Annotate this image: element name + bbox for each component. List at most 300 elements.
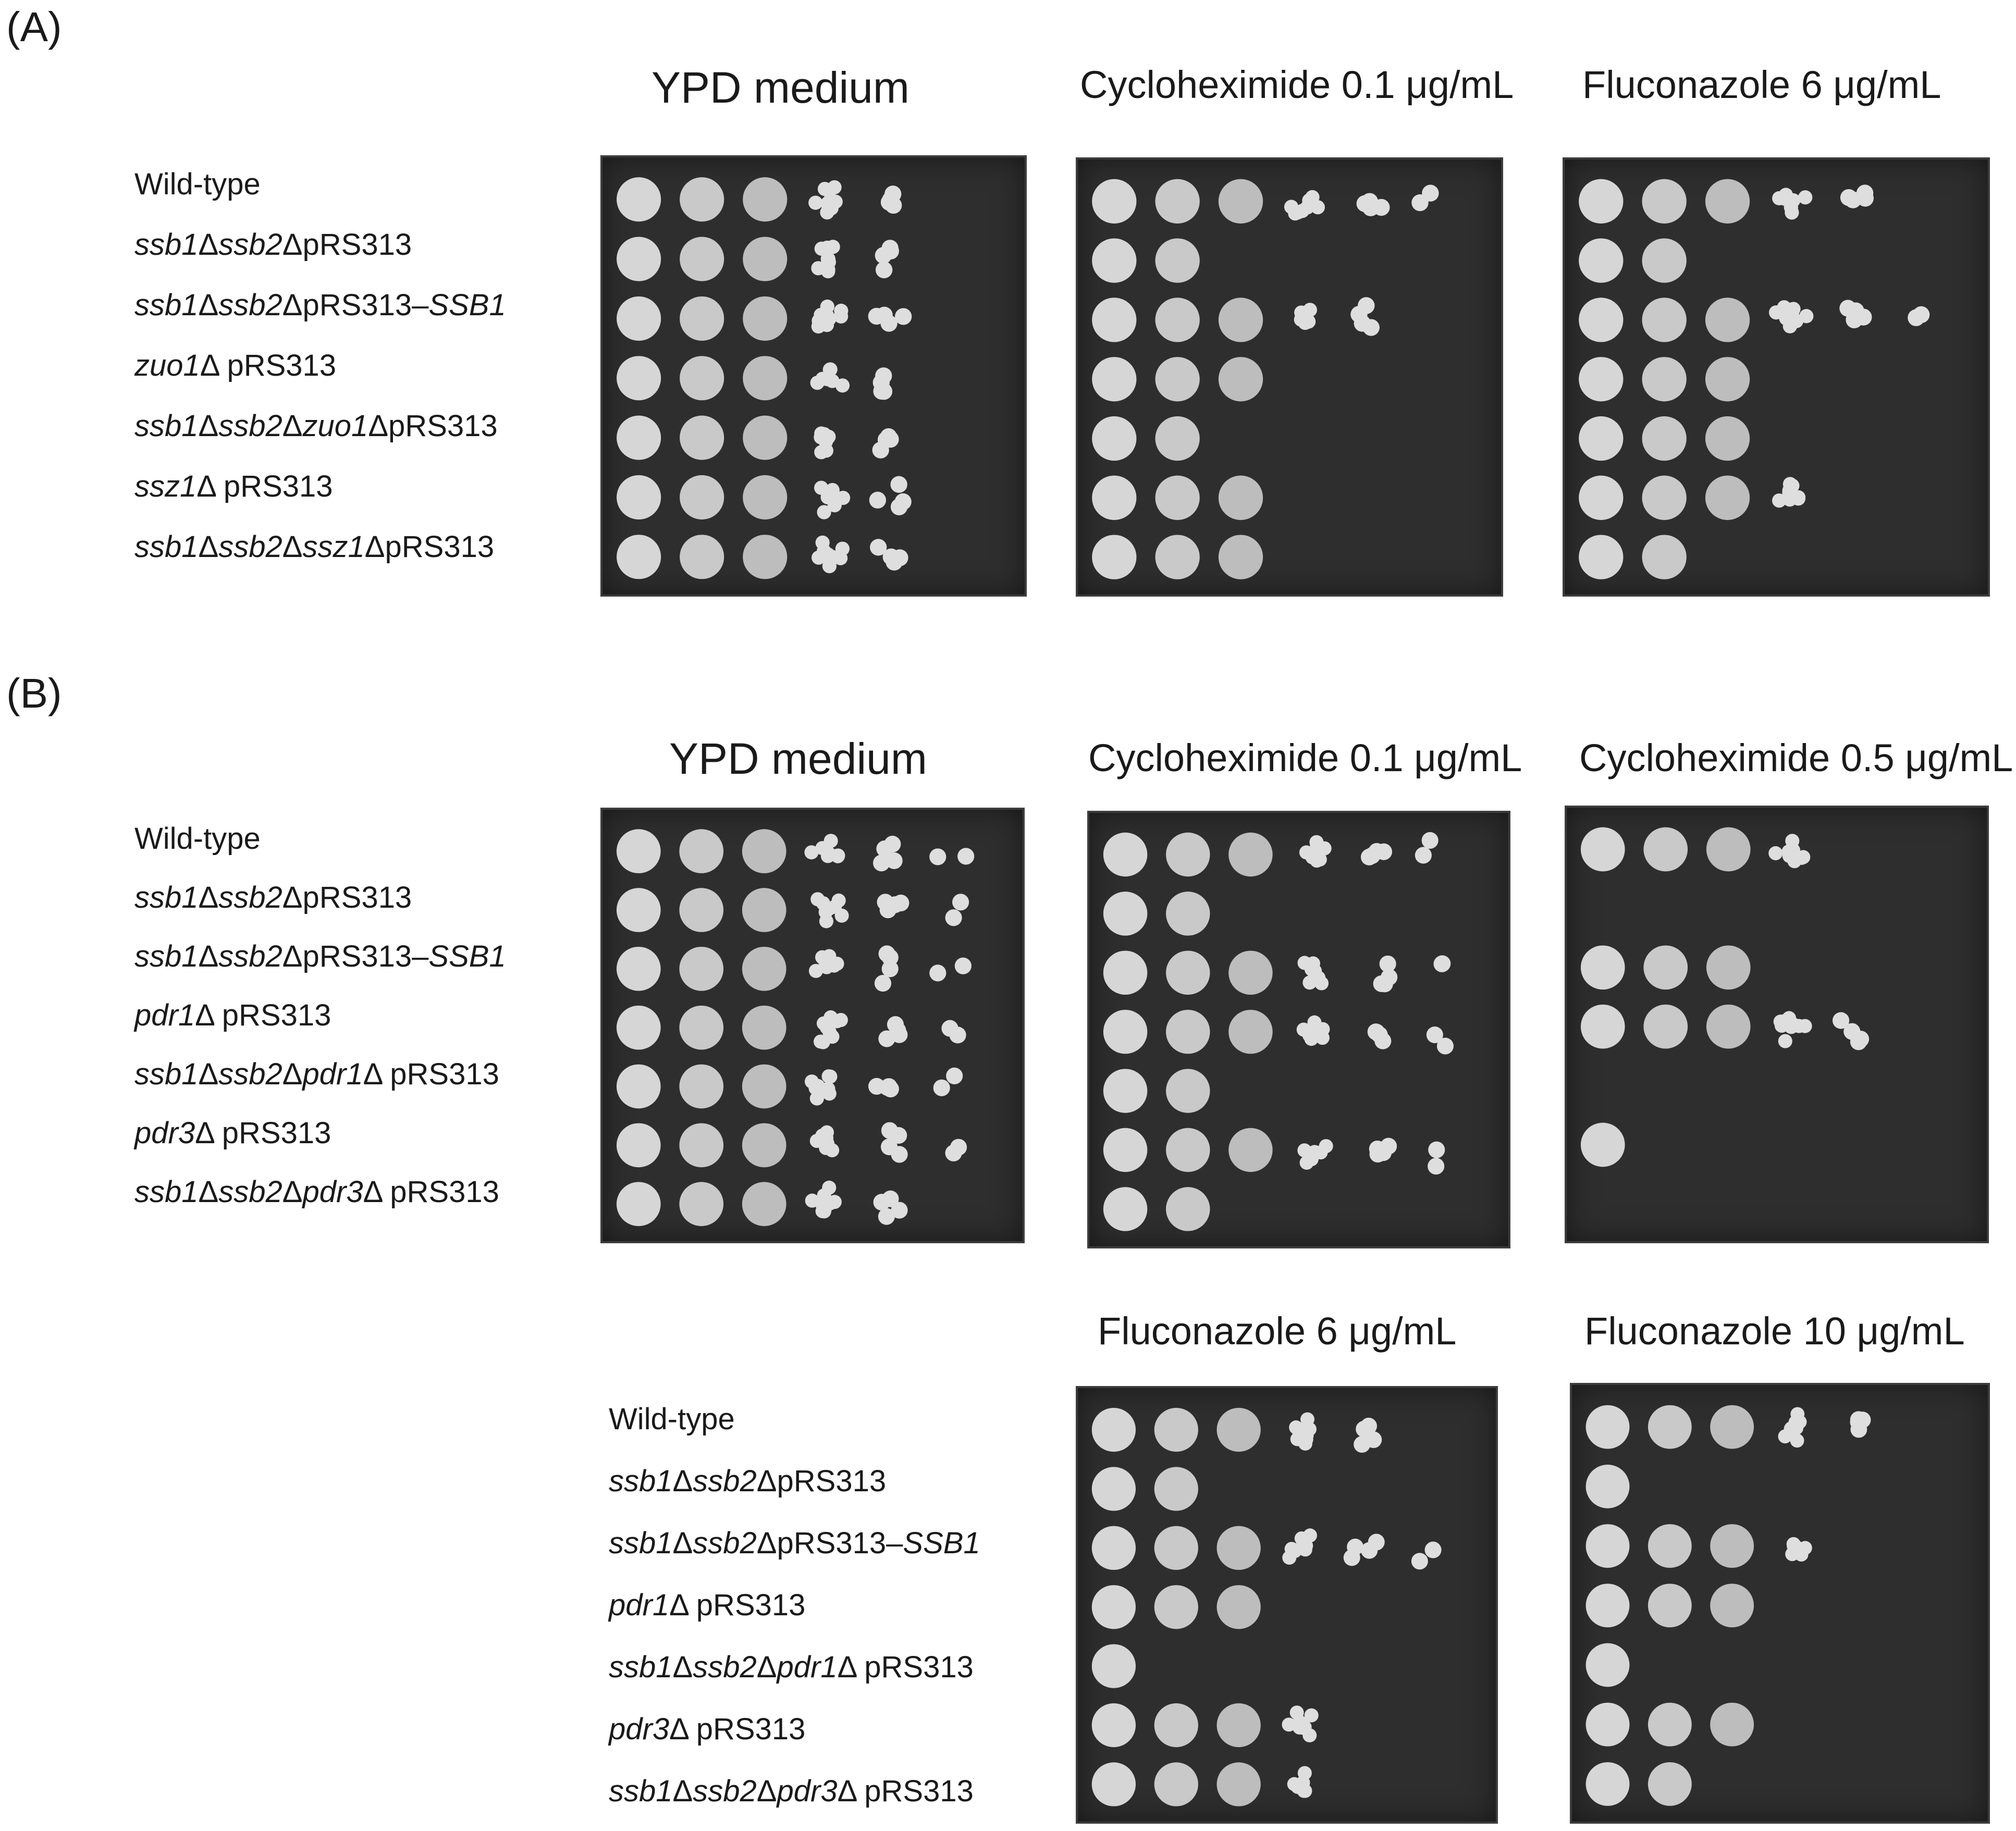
strain-label-part: Δ pRS313 — [196, 469, 333, 503]
yeast-colony — [1428, 1158, 1444, 1174]
strain-label-part: ssb1 — [134, 1057, 199, 1091]
yeast-colony — [1790, 1433, 1804, 1448]
strain-label-part: ssb1 — [609, 1650, 673, 1684]
yeast-colony — [820, 372, 834, 386]
yeast-colony — [1364, 847, 1381, 864]
yeast-colony — [1299, 1539, 1313, 1553]
yeast-spot — [680, 416, 724, 460]
yeast-spot — [1705, 357, 1750, 401]
strain-label-part: ΔpRS313– — [282, 288, 429, 322]
yeast-colony — [1415, 847, 1432, 863]
yeast-colony — [929, 964, 946, 981]
strain-label-part: Δ pRS313 — [195, 1116, 331, 1150]
yeast-colony — [835, 909, 849, 923]
yeast-spot — [1642, 535, 1687, 579]
strain-label-part: zuo1 — [302, 409, 368, 443]
yeast-spot — [679, 829, 723, 873]
panel-b-flu10-title: Fluconazole 10 μg/mL — [1584, 1309, 1965, 1353]
strain-label — [134, 1116, 331, 1150]
yeast-colony — [1783, 477, 1797, 491]
yeast-spot — [1579, 298, 1623, 342]
yeast-spot — [1092, 535, 1136, 579]
strain-label-part: pdr1 — [609, 1588, 670, 1622]
yeast-colony — [1369, 1141, 1386, 1157]
panel-a-cyclo-title: Cycloheximide 0.1 μg/mL — [1080, 63, 1514, 106]
strain-label-part: Δ — [672, 1526, 693, 1560]
yeast-colony — [1785, 1547, 1799, 1561]
strain-label-part: ssz1 — [302, 530, 365, 564]
yeast-colony — [1300, 1428, 1314, 1442]
yeast-colony — [873, 855, 890, 871]
strain-label-part: Δ — [672, 1464, 693, 1498]
strain-label-part: ssb1 — [134, 881, 199, 914]
yeast-colony — [1778, 1034, 1792, 1048]
yeast-spot — [1166, 833, 1210, 876]
yeast-spot — [1092, 1585, 1136, 1629]
yeast-spot — [1155, 535, 1200, 579]
strain-label-part: ssb1 — [609, 1774, 673, 1808]
yeast-spot — [1579, 357, 1623, 401]
panel-b-cyclo01-plate — [1087, 811, 1510, 1248]
yeast-colony — [1768, 846, 1783, 860]
yeast-colony — [808, 1081, 822, 1095]
yeast-spot — [617, 356, 661, 400]
strain-label-part: Δ pRS313 — [837, 1774, 974, 1808]
yeast-spot — [1166, 1128, 1210, 1172]
yeast-colony — [1850, 1421, 1867, 1438]
strain-label-part: Δ — [282, 1175, 303, 1209]
yeast-spot — [1092, 357, 1136, 401]
strain-label-part: ssb1 — [134, 228, 199, 262]
yeast-colony — [1422, 185, 1439, 202]
yeast-colony — [816, 896, 830, 910]
yeast-colony — [826, 483, 840, 497]
strain-label — [134, 167, 261, 202]
yeast-spot — [1581, 1005, 1625, 1049]
yeast-spot — [743, 237, 787, 281]
yeast-spot — [1648, 1583, 1692, 1627]
yeast-colony — [869, 492, 886, 509]
yeast-colony — [1783, 319, 1797, 333]
yeast-spot — [1092, 1408, 1136, 1452]
yeast-spot — [742, 829, 786, 873]
strain-label-part: pdr1 — [777, 1650, 838, 1684]
yeast-colony — [1857, 184, 1873, 201]
strain-label-part: Δ pRS313 — [200, 349, 337, 382]
strain-label-part: ΔpRS313 — [756, 1464, 887, 1498]
strain-label-part: ssb1 — [609, 1526, 673, 1560]
yeast-spot — [679, 947, 723, 991]
strain-label-part: ssb2 — [218, 939, 282, 973]
yeast-spot — [617, 888, 661, 932]
yeast-spot — [679, 1123, 723, 1168]
panel-a-flu-title: Fluconazole 6 μg/mL — [1582, 63, 1941, 106]
yeast-spot — [1219, 179, 1263, 224]
yeast-colony — [1361, 1542, 1378, 1559]
strain-label-part: Δ — [672, 1774, 693, 1808]
yeast-colony — [1855, 308, 1872, 325]
yeast-spot — [1648, 1524, 1692, 1568]
yeast-spot — [1586, 1465, 1630, 1508]
yeast-spot — [617, 1182, 661, 1226]
yeast-spot — [617, 237, 661, 281]
yeast-colony — [1792, 1019, 1806, 1033]
yeast-colony — [1354, 315, 1371, 331]
yeast-spot — [1092, 1762, 1136, 1806]
yeast-spot — [617, 177, 661, 221]
strain-label-part: pdr3 — [302, 1175, 363, 1209]
panel-b-ypd-plate — [600, 808, 1025, 1243]
strain-label-part: ssb2 — [693, 1464, 757, 1498]
yeast-spot — [679, 1065, 723, 1109]
strain-label-part: ssb2 — [218, 1175, 282, 1209]
strain-label-part: Δ pRS313 — [363, 1175, 499, 1209]
yeast-colony — [808, 195, 822, 209]
strain-label-part: ssb2 — [218, 288, 282, 322]
yeast-spot — [1103, 892, 1147, 935]
strain-label-part: ssb1 — [134, 1175, 199, 1209]
strain-label — [609, 1402, 735, 1437]
yeast-colony — [1434, 956, 1450, 972]
yeast-spot — [617, 829, 661, 873]
yeast-spot — [1092, 298, 1136, 342]
strain-label-part: Δ — [672, 1650, 693, 1684]
yeast-colony — [805, 1194, 819, 1208]
yeast-spot — [680, 296, 724, 341]
strain-label-part: pdr1 — [302, 1057, 363, 1091]
yeast-colony — [804, 845, 818, 859]
strain-label-part: Δ — [198, 881, 219, 914]
yeast-spot — [617, 416, 661, 460]
strain-label-part: pdr3 — [777, 1774, 838, 1808]
yeast-colony — [1357, 195, 1373, 212]
plate-spots — [600, 155, 1027, 597]
yeast-spot — [1648, 1405, 1692, 1449]
yeast-spot — [1154, 1762, 1198, 1806]
yeast-spot — [1579, 416, 1623, 461]
strain-label-part: Δ — [198, 288, 219, 322]
strain-label-part: Δ — [198, 939, 219, 973]
strain-label-part: Δ pRS313 — [837, 1650, 974, 1684]
yeast-spot — [1642, 238, 1687, 282]
yeast-colony — [828, 1195, 842, 1209]
yeast-colony — [879, 1079, 896, 1096]
strain-label-part: ssb2 — [693, 1650, 757, 1684]
yeast-colony — [1798, 190, 1812, 204]
strain-label-part: SSB1 — [428, 288, 506, 322]
yeast-colony — [822, 1181, 836, 1195]
yeast-spot — [742, 1065, 786, 1109]
strain-label — [134, 227, 412, 262]
yeast-spot — [1103, 833, 1147, 876]
yeast-spot — [1706, 1005, 1751, 1049]
yeast-spot — [742, 1006, 786, 1050]
yeast-colony — [821, 252, 835, 266]
yeast-colony — [1354, 1436, 1370, 1453]
yeast-colony — [820, 1125, 834, 1140]
strain-label-part: ssb1 — [609, 1464, 673, 1498]
yeast-spot — [1217, 1526, 1261, 1570]
yeast-colony — [1302, 1028, 1317, 1042]
strain-label-part: Wild-type — [134, 167, 261, 201]
strain-label-part: Δ pRS313 — [363, 1057, 499, 1091]
yeast-spot — [680, 237, 724, 281]
yeast-colony — [894, 493, 911, 510]
yeast-colony — [880, 428, 897, 445]
yeast-spot — [1648, 1762, 1692, 1806]
strain-label — [134, 409, 498, 443]
yeast-colony — [881, 240, 898, 256]
panel-b-ypd-title: YPD medium — [669, 734, 927, 783]
yeast-spot — [1586, 1703, 1630, 1747]
strain-label — [134, 1174, 499, 1209]
yeast-spot — [1643, 1005, 1688, 1049]
yeast-colony — [825, 201, 839, 215]
strain-label-part: ΔpRS313 — [282, 228, 412, 262]
panel-b-cyclo05-title: Cycloheximide 0.5 μg/mL — [1579, 736, 2013, 780]
yeast-spot — [1103, 1187, 1147, 1231]
yeast-spot — [1154, 1408, 1198, 1452]
yeast-spot — [617, 947, 661, 991]
yeast-spot — [1155, 476, 1200, 520]
strain-label-part: ssb1 — [134, 409, 199, 443]
yeast-colony — [822, 1086, 837, 1100]
strain-label-part: ssb1 — [134, 530, 199, 564]
yeast-spot — [1103, 1128, 1147, 1172]
yeast-colony — [828, 498, 842, 512]
yeast-colony — [1309, 835, 1323, 849]
strain-label-part: Wild-type — [609, 1402, 735, 1436]
yeast-spot — [1092, 179, 1136, 224]
plate-spots — [600, 808, 1025, 1243]
strain-label — [134, 821, 261, 856]
yeast-spot — [680, 535, 724, 579]
yeast-colony — [1428, 1142, 1445, 1158]
yeast-spot — [1217, 1703, 1261, 1747]
strain-label — [609, 1774, 974, 1809]
yeast-spot — [679, 1182, 723, 1226]
yeast-spot — [1228, 833, 1272, 876]
yeast-spot — [1092, 1526, 1136, 1570]
strain-label-part: pdr3 — [134, 1116, 195, 1150]
yeast-colony — [1311, 200, 1325, 214]
yeast-spot — [1228, 951, 1272, 995]
yeast-colony — [870, 539, 887, 555]
strain-label-part: ssb2 — [693, 1526, 757, 1560]
strain-label — [609, 1526, 980, 1561]
yeast-colony — [1290, 1705, 1304, 1719]
strain-label-part: Δ pRS313 — [669, 1588, 806, 1622]
yeast-spot — [1217, 1585, 1261, 1629]
yeast-colony — [1307, 1016, 1321, 1030]
strain-label-part: Δ — [198, 409, 219, 443]
yeast-spot — [617, 475, 661, 519]
yeast-colony — [868, 308, 885, 325]
yeast-colony — [1298, 1720, 1312, 1734]
yeast-spot — [1642, 179, 1687, 224]
yeast-spot — [1154, 1585, 1198, 1629]
plate-spots — [1076, 157, 1503, 597]
yeast-colony — [876, 262, 892, 278]
panel-b-flu6-title: Fluconazole 6 μg/mL — [1098, 1309, 1457, 1353]
yeast-spot — [1581, 827, 1625, 872]
yeast-colony — [834, 1013, 848, 1027]
yeast-spot — [1579, 238, 1623, 282]
yeast-spot — [1706, 827, 1751, 872]
yeast-spot — [1092, 476, 1136, 520]
strain-label-part: SSB1 — [903, 1526, 980, 1560]
strain-label — [609, 1712, 805, 1747]
strain-label-part: Δ — [282, 1057, 303, 1091]
panel-a-flu-plate — [1563, 157, 1990, 597]
strain-label-part: Δ — [756, 1774, 777, 1808]
plate-spots — [1565, 806, 1989, 1243]
strain-label — [609, 1588, 805, 1623]
yeast-colony — [880, 901, 896, 918]
yeast-colony — [1774, 1015, 1788, 1029]
strain-label-part: ssb2 — [218, 530, 282, 564]
yeast-spot — [1155, 357, 1200, 401]
yeast-spot — [1586, 1524, 1630, 1568]
yeast-spot — [617, 296, 661, 341]
strain-label-part: SSB1 — [428, 939, 506, 973]
yeast-spot — [742, 1123, 786, 1168]
yeast-colony — [1427, 1026, 1443, 1043]
yeast-colony — [891, 1202, 907, 1219]
panel-b-cyclo05-plate — [1565, 806, 1989, 1243]
yeast-colony — [1300, 1413, 1314, 1427]
yeast-colony — [819, 1141, 833, 1155]
strain-label-part: ssb2 — [218, 1057, 282, 1091]
yeast-spot — [1155, 238, 1200, 282]
yeast-spot — [1219, 298, 1263, 342]
strain-label — [134, 288, 506, 323]
strain-label-part: ssb1 — [134, 939, 199, 973]
yeast-spot — [1155, 416, 1200, 461]
yeast-colony — [1347, 1539, 1363, 1555]
yeast-spot — [1228, 1010, 1272, 1054]
yeast-colony — [1908, 310, 1924, 326]
yeast-spot — [1710, 1583, 1754, 1627]
yeast-spot — [1706, 945, 1751, 989]
yeast-colony — [1298, 1766, 1312, 1780]
yeast-colony — [1425, 1542, 1442, 1558]
yeast-colony — [875, 975, 891, 992]
yeast-colony — [952, 894, 969, 910]
strain-label — [134, 348, 336, 383]
yeast-colony — [1360, 1418, 1377, 1434]
strain-label-part: ΔpRS313 — [282, 881, 412, 914]
yeast-colony — [1422, 832, 1439, 849]
panel-a-ypd-title: YPD medium — [651, 63, 909, 112]
yeast-colony — [1789, 1415, 1803, 1429]
panel-a-cyclo-plate — [1076, 157, 1503, 597]
yeast-spot — [1092, 1644, 1136, 1688]
yeast-spot — [743, 535, 787, 579]
yeast-colony — [1308, 1146, 1322, 1160]
yeast-spot — [1581, 1123, 1625, 1167]
yeast-colony — [882, 960, 899, 977]
yeast-spot — [1219, 535, 1263, 579]
yeast-colony — [891, 1146, 908, 1162]
yeast-colony — [1772, 493, 1786, 508]
yeast-colony — [884, 185, 901, 202]
strain-label — [134, 880, 412, 915]
yeast-colony — [1852, 1031, 1869, 1047]
yeast-spot — [1705, 416, 1750, 461]
yeast-spot — [1155, 179, 1200, 224]
yeast-colony — [1381, 969, 1397, 985]
yeast-spot — [1219, 357, 1263, 401]
yeast-spot — [1648, 1703, 1692, 1747]
strain-label-part: Δ pRS313 — [669, 1712, 806, 1746]
yeast-spot — [1586, 1762, 1630, 1806]
yeast-colony — [823, 1070, 837, 1084]
yeast-spot — [679, 888, 723, 932]
yeast-spot — [1586, 1583, 1630, 1627]
strain-label-part: Δ — [756, 1650, 777, 1684]
plate-spots — [1087, 811, 1510, 1248]
yeast-spot — [743, 177, 787, 221]
yeast-colony — [1785, 205, 1799, 219]
yeast-colony — [945, 909, 962, 926]
yeast-spot — [1103, 951, 1147, 995]
yeast-colony — [820, 954, 834, 968]
yeast-spot — [1166, 892, 1210, 935]
strain-label — [134, 939, 506, 974]
yeast-spot — [1586, 1643, 1630, 1687]
yeast-spot — [1154, 1703, 1198, 1747]
yeast-colony — [1293, 1779, 1307, 1793]
strain-label — [134, 998, 331, 1033]
yeast-colony — [1297, 313, 1311, 327]
yeast-colony — [1799, 309, 1813, 323]
yeast-colony — [814, 308, 828, 322]
yeast-spot — [1092, 1703, 1136, 1747]
yeast-spot — [1166, 1010, 1210, 1054]
yeast-spot — [617, 1065, 661, 1109]
yeast-colony — [1777, 300, 1791, 314]
strain-label-part: ΔpRS313– — [282, 939, 429, 973]
yeast-colony — [945, 1145, 962, 1161]
strain-label-part: pdr1 — [134, 998, 195, 1032]
yeast-spot — [617, 535, 661, 579]
strain-label-part: zuo1 — [134, 349, 200, 382]
yeast-colony — [1787, 854, 1801, 868]
yeast-colony — [895, 308, 912, 325]
yeast-spot — [743, 416, 787, 460]
yeast-spot — [1579, 179, 1623, 224]
strain-label-part: Δ — [282, 530, 303, 564]
yeast-spot — [1154, 1526, 1198, 1570]
yeast-colony — [834, 310, 848, 324]
strain-label-part: pdr3 — [609, 1712, 670, 1746]
yeast-spot — [1154, 1467, 1198, 1511]
yeast-spot — [742, 1182, 786, 1226]
yeast-spot — [617, 1006, 661, 1050]
yeast-colony — [1411, 1553, 1428, 1569]
strain-label-part: Δ pRS313 — [195, 998, 331, 1032]
yeast-colony — [1314, 976, 1329, 991]
yeast-spot — [680, 177, 724, 221]
yeast-colony — [820, 845, 834, 859]
yeast-colony — [1282, 1551, 1296, 1565]
strain-label-part: ssb2 — [218, 228, 282, 262]
yeast-colony — [890, 1127, 907, 1144]
yeast-colony — [816, 1035, 830, 1049]
yeast-spot — [680, 356, 724, 400]
panel-b-flu6-plate — [1076, 1386, 1498, 1824]
